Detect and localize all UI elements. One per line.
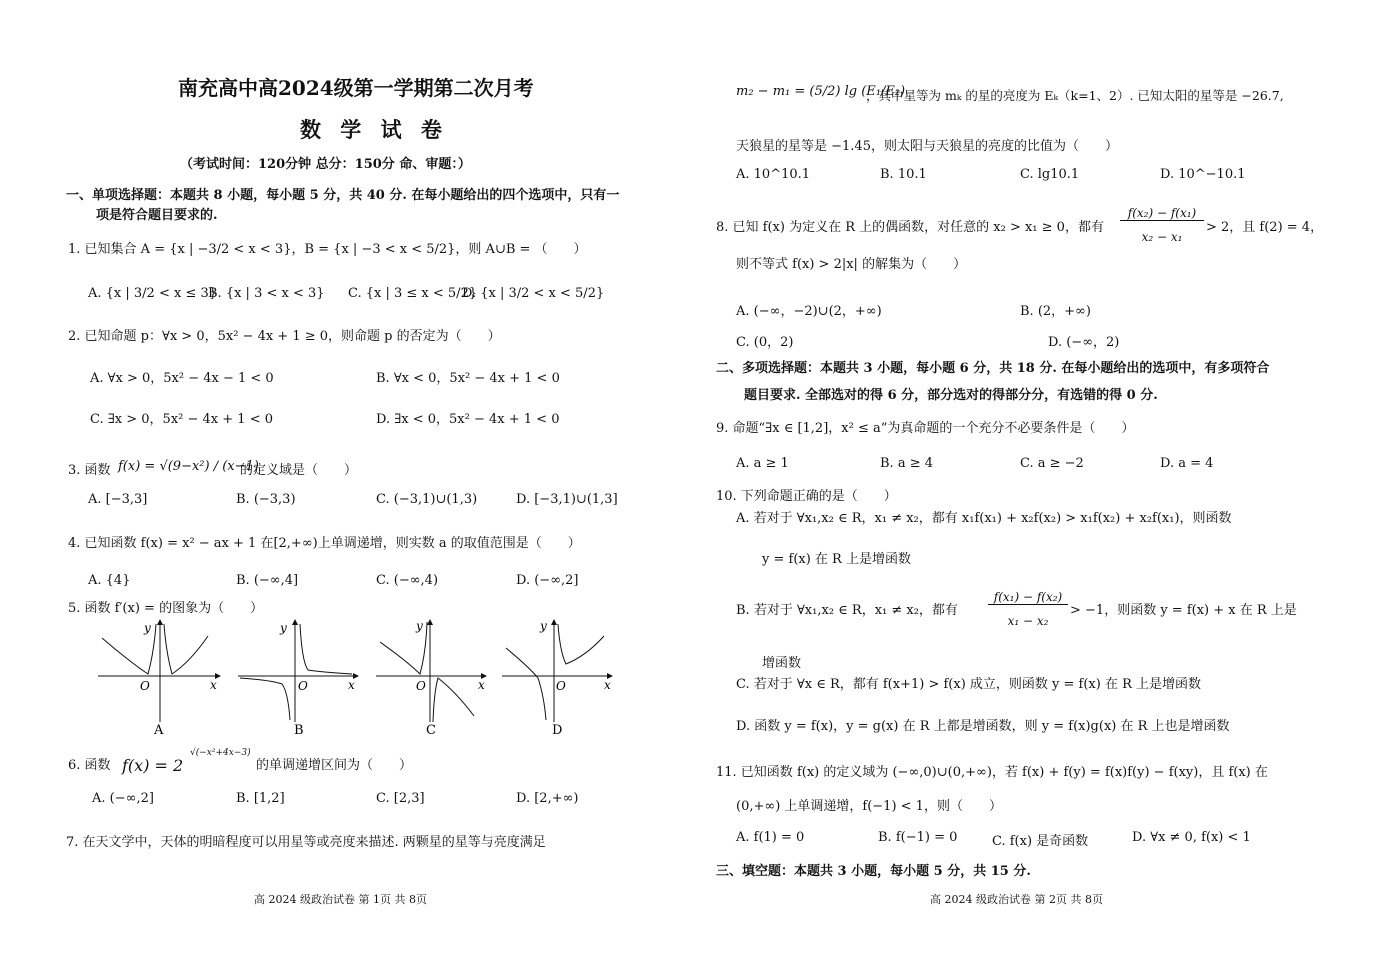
q10-stem: 10. 下列命题正确的是（ ） bbox=[716, 489, 897, 504]
q9-option-d: D. a = 4 bbox=[1160, 456, 1214, 471]
q6-option-d: D. [2,+∞) bbox=[516, 791, 579, 806]
q5-a-y-label: y bbox=[144, 621, 151, 635]
q1-option-a: A. {x | 3/2 < x ≤ 3} bbox=[88, 286, 218, 301]
q7-line3: 天狼星的星等是 −1.45，则太阳与天狼星的亮度的比值为（ ） bbox=[736, 139, 1118, 154]
q10-b-fraction-numerator: f(x₁) − f(x₂) bbox=[988, 590, 1068, 605]
q3-stem-prefix: 3. 函数 bbox=[68, 463, 111, 478]
q5-d-y-label: y bbox=[540, 619, 547, 633]
q5-b-y-label: y bbox=[280, 621, 287, 635]
q6-option-b: B. [1,2] bbox=[236, 791, 285, 806]
q8-option-d: D. (−∞，2) bbox=[1048, 335, 1120, 350]
q4-option-a: A. {4} bbox=[88, 573, 131, 588]
q9-stem: 9. 命题“∃x ∈ [1,2]，x² ≤ a”为真命题的一个充分不必要条件是（ ） bbox=[716, 421, 1135, 436]
q3-stem-suffix: 的定义域是（ ） bbox=[240, 463, 358, 478]
q5-c-x-label: x bbox=[478, 678, 485, 692]
q8-line1-prefix: 8. 已知 f(x) 为定义在 R 上的偶函数，对任意的 x₂ > x₁ ≥ 0，都有 bbox=[716, 220, 1104, 235]
q5-graphs bbox=[90, 612, 620, 742]
q8-fraction-numerator: f(x₂) − f(x₁) bbox=[1120, 206, 1204, 221]
q7-line1: 7. 在天文学中，天体的明暗程度可以用星等或亮度来描述. 两颗星的星等与亮度满足 bbox=[66, 835, 546, 850]
q7-option-a: A. 10^10.1 bbox=[736, 167, 811, 182]
q7-line2: ，其中星等为 mₖ 的星的亮度为 Eₖ（k=1、2）. 已知太阳的星等是 −26.7, bbox=[866, 88, 1284, 103]
q7-formula: m₂ − m₁ = (5/2) lg (E₁/E₂) bbox=[736, 84, 906, 99]
school-title: 南充高中高2024级第一学期第二次月考 bbox=[178, 76, 534, 100]
q7-option-d: D. 10^−10.1 bbox=[1160, 167, 1246, 182]
q3-function: f(x) = √(9−x²) / (x−1) bbox=[118, 459, 259, 474]
q10-option-b-prefix: B. 若对于 ∀x₁,x₂ ∈ R，x₁ ≠ x₂，都有 bbox=[736, 603, 958, 618]
q3-option-b: B. (−3,3) bbox=[236, 492, 296, 507]
q9-option-b: B. a ≥ 4 bbox=[880, 456, 933, 471]
q3-option-d: D. [−3,1)∪(1,3] bbox=[516, 492, 618, 507]
q2-option-a: A. ∀x > 0，5x² − 4x − 1 < 0 bbox=[90, 371, 274, 386]
q8-option-b: B. (2，+∞) bbox=[1020, 304, 1091, 319]
q5-d-origin: O bbox=[556, 679, 566, 693]
q5-a-origin: O bbox=[140, 679, 150, 693]
q10-option-b-line2: 增函数 bbox=[762, 656, 802, 671]
footer-left: 高 2024 级政治试卷 第 1页 共 8页 bbox=[254, 893, 427, 906]
q2-option-d: D. ∃x < 0，5x² − 4x + 1 < 0 bbox=[376, 412, 560, 427]
q7-option-b: B. 10.1 bbox=[880, 167, 927, 182]
q8-line2: 则不等式 f(x) > 2|x| 的解集为（ ） bbox=[736, 257, 967, 272]
section1-heading-line1: 一、单项选择题：本题共 8 小题，每小题 5 分，共 40 分. 在每小题给出的四个选项中，只有一 bbox=[66, 188, 620, 203]
q8-option-c: C. (0，2) bbox=[736, 335, 794, 350]
q7-option-c: C. lg10.1 bbox=[1020, 167, 1080, 182]
q5-label-d: D bbox=[552, 723, 563, 738]
q1-option-d: D. {x | 3/2 < x < 5/2} bbox=[462, 286, 605, 301]
q5-label-a: A bbox=[154, 723, 164, 738]
q10-option-c: C. 若对于 ∀x ∈ R，都有 f(x+1) > f(x) 成立，则函数 y = f(x) 在 R 上是增函数 bbox=[736, 677, 1201, 692]
q10-option-d: D. 函数 y = f(x)，y = g(x) 在 R 上都是增函数，则 y = f(x)g(x) 在 R 上也是增函数 bbox=[736, 719, 1230, 734]
q5-a-x-label: x bbox=[210, 678, 217, 692]
q8-option-a: A. (−∞，−2)∪(2，+∞) bbox=[736, 304, 882, 319]
q4-option-b: B. (−∞,4] bbox=[236, 573, 299, 588]
q6-exponent: √(−x²+4x−3) bbox=[190, 748, 251, 758]
q11-line1: 11. 已知函数 f(x) 的定义域为 (−∞,0)∪(0,+∞)，若 f(x) + f(y) = f(x)f(y) − f(xy)，且 f(x) 在 bbox=[716, 765, 1268, 780]
q5-b-x-label: x bbox=[348, 678, 355, 692]
q11-option-c: C. f(x) 是奇函数 bbox=[992, 834, 1089, 849]
q5-graph-c bbox=[376, 619, 486, 738]
q10-b-fraction-denominator: x₁ − x₂ bbox=[1007, 614, 1049, 628]
q8-fraction-denominator: x₂ − x₁ bbox=[1141, 230, 1183, 244]
q4-stem: 4. 已知函数 f(x) = x² − ax + 1 在[2,+∞)上单调递增，则实数 a 的取值范围是（ ） bbox=[68, 536, 581, 551]
q5-graph-a bbox=[98, 620, 220, 738]
q1-option-b: B. {x | 3 < x < 3} bbox=[208, 286, 325, 301]
q5-d-x-label: x bbox=[604, 678, 611, 692]
q5-stem: 5. 函数 f′(x) = 的图象为（ ） bbox=[68, 601, 264, 616]
q10-option-a-line1: A. 若对于 ∀x₁,x₂ ∈ R，x₁ ≠ x₂，都有 x₁f(x₁) + x₂f(x₂) > x₁f(x₂) + x₂f(x₁)，则函数 bbox=[736, 511, 1232, 526]
q5-c-origin: O bbox=[416, 679, 426, 693]
q8-line1-suffix: > 2，且 f(2) = 4， bbox=[1206, 220, 1324, 235]
q11-line2: (0,+∞) 上单调递增，f(−1) < 1，则（ ） bbox=[736, 799, 1002, 814]
q5-graph-d bbox=[502, 619, 612, 738]
q10-option-a-line2: y = f(x) 在 R 上是增函数 bbox=[762, 552, 911, 567]
q5-c-y-label: y bbox=[416, 619, 423, 633]
q5-label-b: B bbox=[294, 723, 304, 738]
section3-heading: 三、填空题：本题共 3 小题，每小题 5 分，共 15 分. bbox=[716, 864, 1031, 879]
q3-option-c: C. (−3,1)∪(1,3) bbox=[376, 492, 478, 507]
section1-heading-line2: 项是符合题目要求的. bbox=[96, 208, 218, 223]
q1-option-c: C. {x | 3 ≤ x < 5/2} bbox=[348, 286, 478, 301]
q11-option-b: B. f(−1) = 0 bbox=[878, 830, 958, 845]
exam-info: （考试时间：120分钟 总分：150分 命、审题：） bbox=[180, 157, 471, 172]
q11-option-d: D. ∀x ≠ 0, f(x) < 1 bbox=[1132, 830, 1251, 845]
q6-option-c: C. [2,3] bbox=[376, 791, 425, 806]
q9-option-a: A. a ≥ 1 bbox=[736, 456, 789, 471]
q2-option-c: C. ∃x > 0，5x² − 4x + 1 < 0 bbox=[90, 412, 273, 427]
q3-option-a: A. [−3,3] bbox=[88, 492, 148, 507]
q5-b-origin: O bbox=[298, 679, 308, 693]
footer-right: 高 2024 级政治试卷 第 2页 共 8页 bbox=[930, 893, 1103, 906]
subject-title: 数 学 试 卷 bbox=[300, 117, 448, 142]
q5-graph-b bbox=[238, 620, 358, 738]
q9-option-c: C. a ≥ −2 bbox=[1020, 456, 1084, 471]
q6-function: f(x) = 2 bbox=[122, 756, 184, 775]
q2-option-b: B. ∀x < 0，5x² − 4x + 1 < 0 bbox=[376, 371, 560, 386]
q4-option-d: D. (−∞,2] bbox=[516, 573, 579, 588]
q6-option-a: A. (−∞,2] bbox=[92, 791, 154, 806]
section2-heading-line2: 题目要求. 全部选对的得 6 分，部分选对的得部分分，有选错的得 0 分. bbox=[744, 388, 1158, 403]
q4-option-c: C. (−∞,4) bbox=[376, 573, 439, 588]
q2-stem: 2. 已知命题 p：∀x > 0，5x² − 4x + 1 ≥ 0，则命题 p 的否定为（ ） bbox=[68, 329, 501, 344]
section2-heading-line1: 二、多项选择题：本题共 3 小题，每小题 6 分，共 18 分. 在每小题给出的选项中，有多项符合 bbox=[716, 361, 1270, 376]
q5-label-c: C bbox=[426, 723, 436, 738]
q10-option-b-suffix: > −1，则函数 y = f(x) + x 在 R 上是 bbox=[1070, 603, 1297, 618]
q11-option-a: A. f(1) = 0 bbox=[736, 830, 805, 845]
q6-stem-suffix: 的单调递增区间为（ ） bbox=[256, 758, 413, 773]
q6-stem-prefix: 6. 函数 bbox=[68, 758, 111, 773]
q1-stem: 1. 已知集合 A = {x | −3/2 < x < 3}，B = {x | −3 < x < 5/2}，则 A∪B = （ ） bbox=[68, 242, 587, 257]
